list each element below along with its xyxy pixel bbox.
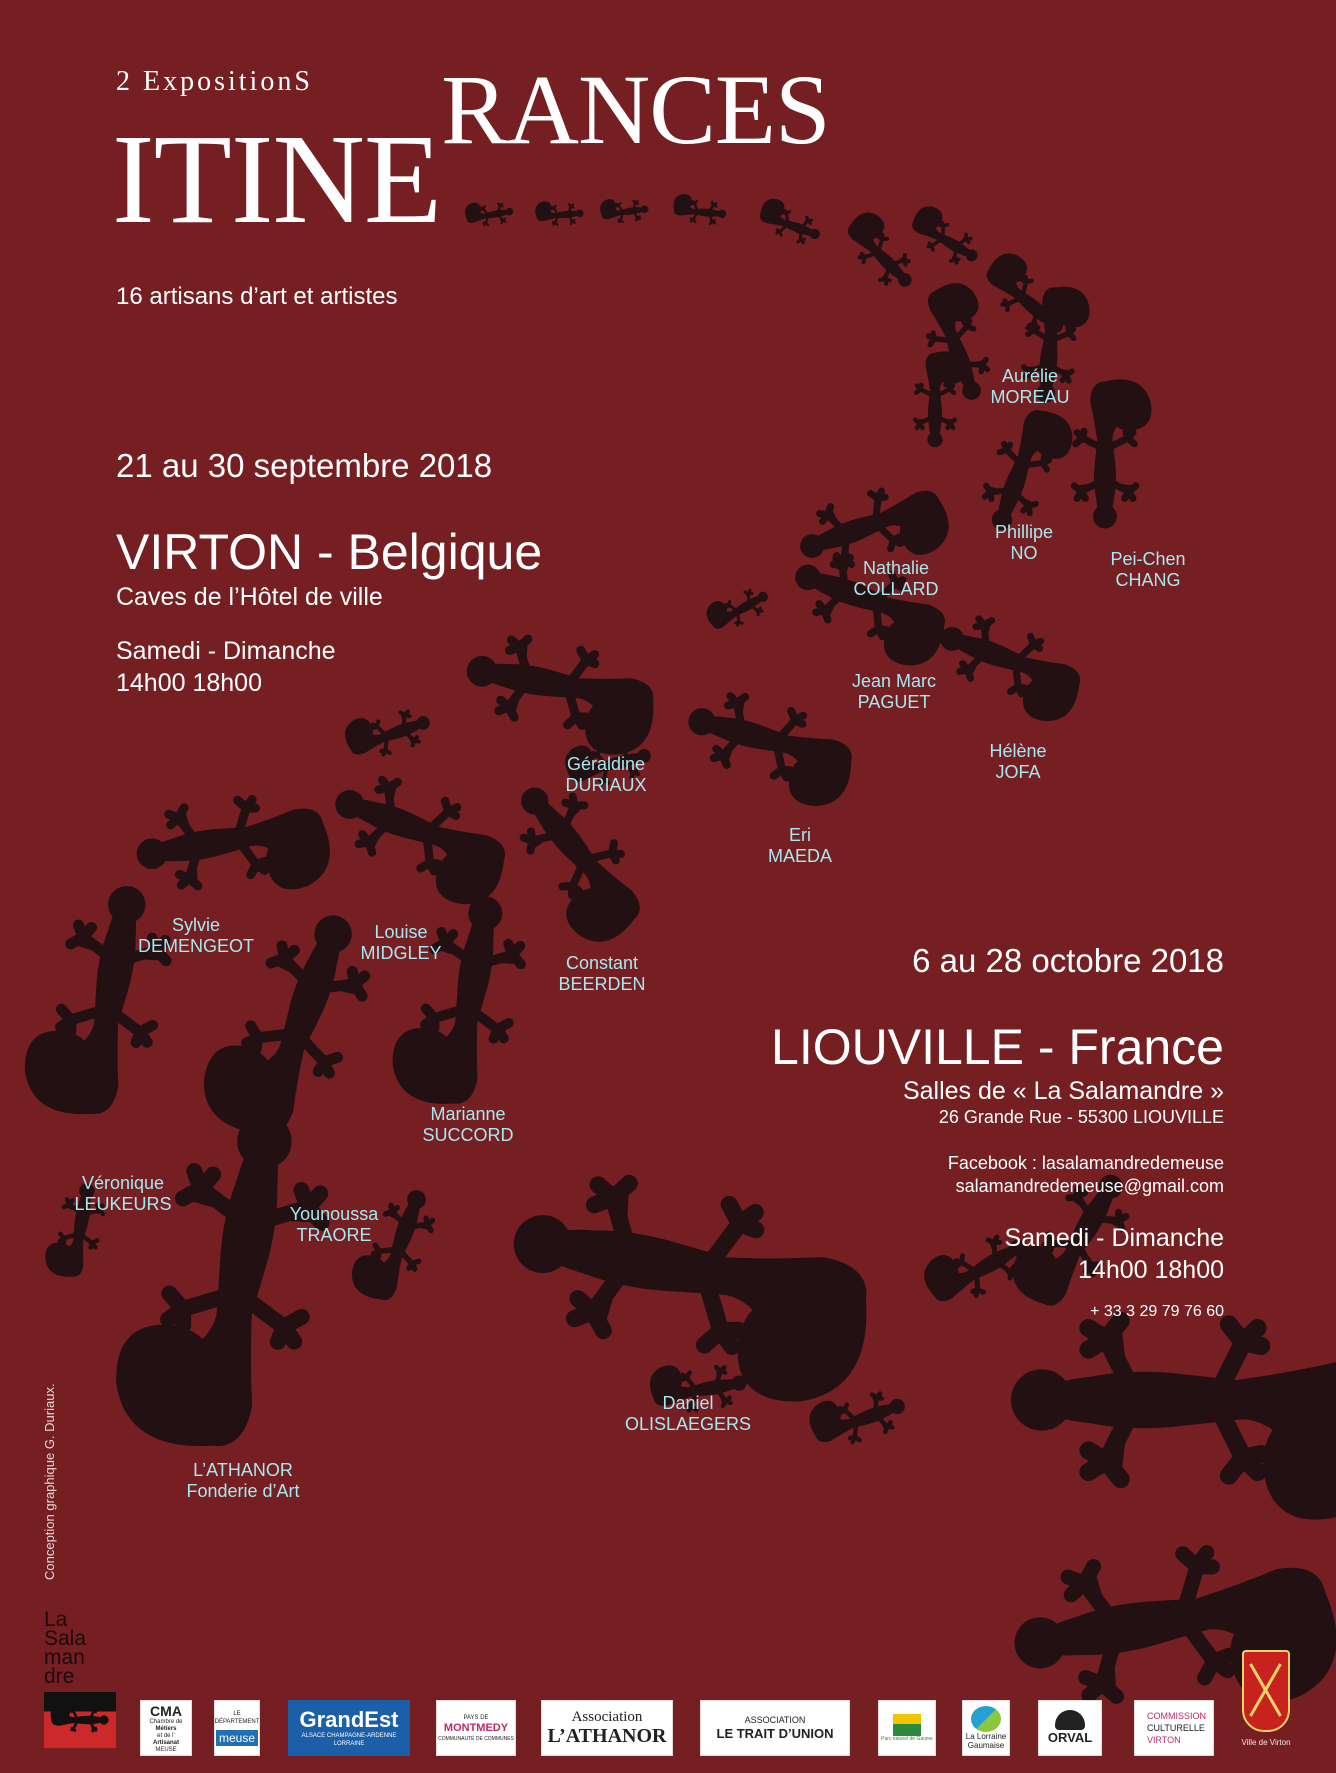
park-emblem [893, 1714, 921, 1736]
commission-culturelle-logo: COMMISSION CULTURELLE VIRTON [1134, 1700, 1214, 1756]
virton-hours: 14h00 18h00 [116, 669, 262, 697]
artist-label: Younoussa TRAORE [289, 1204, 379, 1245]
gaume-park-logo: Parc naturel de Gaume [878, 1700, 936, 1756]
subtitle: 16 artisans d’art et artistes [116, 283, 398, 310]
virton-days: Samedi - Dimanche [116, 637, 336, 665]
artist-label: Louise MIDGLEY [360, 922, 442, 963]
liouville-address: 26 Grande Rue - 55300 LIOUVILLE [938, 1107, 1224, 1127]
coat-of-arms-icon [1242, 1650, 1290, 1732]
artist-label: Aurélie MOREAU [990, 366, 1070, 407]
liouville-city: LIOUVILLE - France [771, 1019, 1224, 1075]
liouville-phone: + 33 3 29 79 76 60 [1090, 1303, 1224, 1320]
main-title [112, 54, 830, 250]
montmedy-logo: PAYS DE MONTMEDY COMMUNAUTÉ DE COMMUNES [436, 1700, 516, 1756]
liouville-facebook: Facebook : lasalamandredemeuse [947, 1153, 1224, 1173]
artist-label: Daniel OLISLAEGERS [624, 1393, 752, 1434]
artist-label: Eri MAEDA [767, 825, 833, 866]
salamander-emblem [44, 1692, 116, 1748]
title-part-1: ITINE [112, 108, 442, 250]
artist-label: Pei-Chen CHANG [1110, 549, 1186, 590]
orval-logo: ORVAL [1038, 1700, 1102, 1756]
virton-city: VIRTON - Belgique [116, 524, 543, 580]
liouville-days: Samedi - Dimanche [1004, 1224, 1224, 1252]
cma-logo: CMA Chambre de Métiers et de l’ Artisanat MEUSE [140, 1700, 192, 1756]
liouville-email: salamandredemeuse@gmail.com [955, 1176, 1224, 1196]
liouville-venue: Salles de « La Salamandre » [902, 1077, 1224, 1105]
artist-label: L’ATHANOR Fonderie d’Art [186, 1460, 300, 1501]
design-credit: Conception graphique G. Duriaux. [42, 1383, 57, 1580]
artist-label: Marianne SUCCORD [422, 1104, 514, 1145]
artist-label: Constant BEERDEN [558, 953, 646, 994]
liouville-dates: 6 au 28 octobre 2018 [912, 942, 1224, 979]
artist-label: Nathalie COLLARD [853, 558, 939, 599]
athanor-logo: Association L’ATHANOR [541, 1700, 673, 1756]
artist-label: Géraldine DURIAUX [565, 754, 647, 795]
virton-venue: Caves de l’Hôtel de ville [116, 583, 383, 611]
orval-emblem [1055, 1710, 1085, 1730]
grand-est-logo: GrandEst ALSACE CHAMPAGNE-ARDENNE LORRAINE [288, 1700, 410, 1756]
pre-title: 2 ExpositionS [116, 66, 313, 97]
artist-label: Véronique LEUKEURS [74, 1173, 172, 1214]
virton-dates: 21 au 30 septembre 2018 [116, 447, 493, 484]
ville-virton-logo: Ville de Virton [1236, 1650, 1296, 1756]
trait-union-logo: ASSOCIATION LE TRAIT D’UNION [700, 1700, 850, 1756]
la-salamandre-logo: La Sala man dre [44, 1610, 116, 1760]
artist-label: Phillipe NO [994, 522, 1054, 563]
artist-label: Sylvie DEMENGEOT [137, 915, 255, 956]
artist-label: Jean Marc PAGUET [851, 671, 937, 712]
title-part-2: RANCES [441, 54, 830, 165]
lorraine-gaumaise-logo: La Lorraine Gaumaise [962, 1700, 1010, 1756]
artist-label: Hélène JOFA [989, 741, 1047, 782]
liouville-hours: 14h00 18h00 [1078, 1256, 1224, 1284]
lorraine-emblem [971, 1706, 1001, 1732]
meuse-logo: LE DÉPARTEMENT meuse [214, 1700, 260, 1756]
